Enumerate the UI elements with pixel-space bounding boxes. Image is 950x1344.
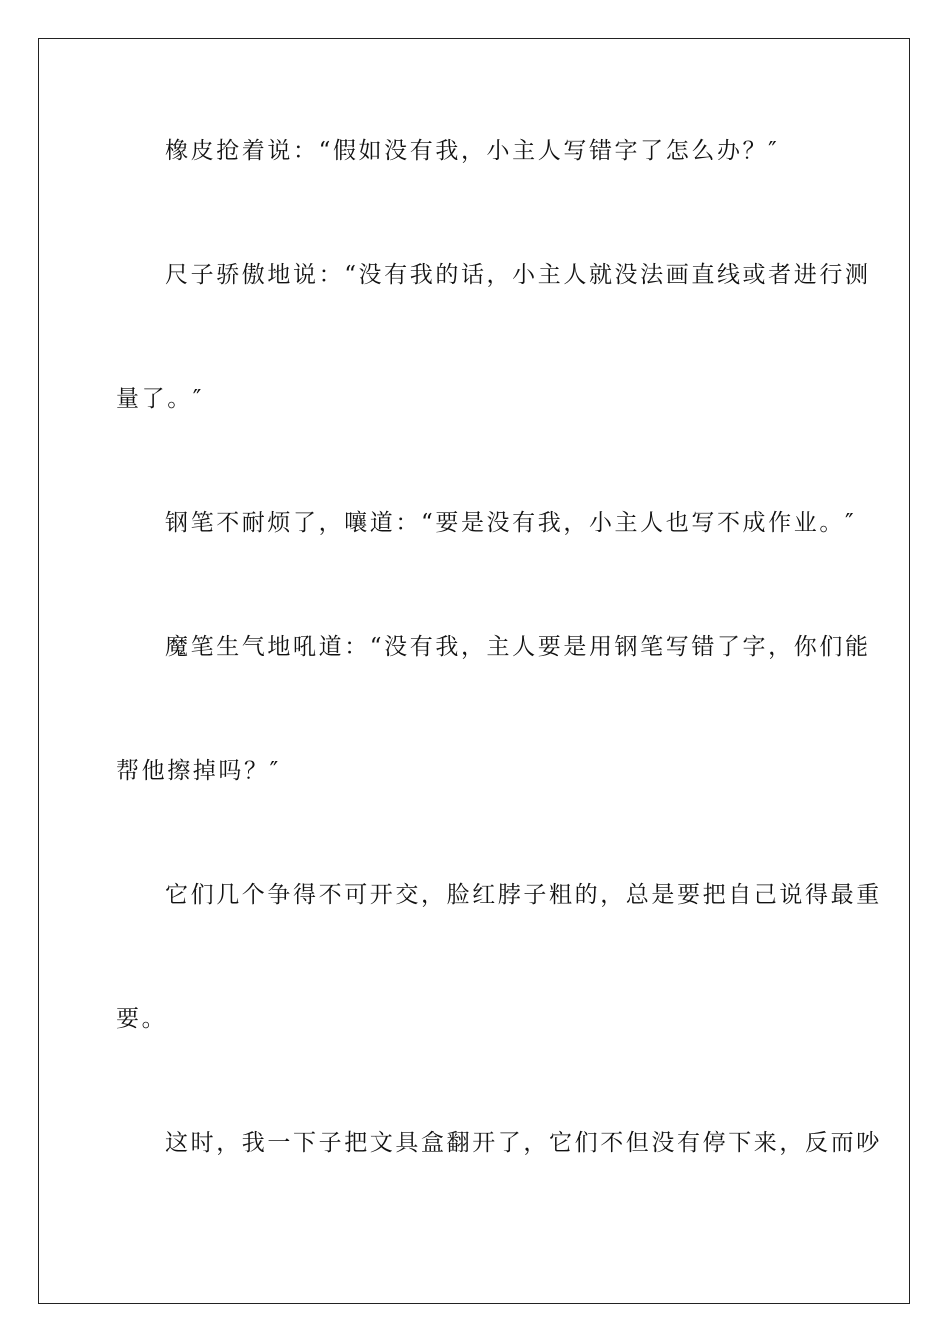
- paragraph-eraser: 橡皮抢着说：“假如没有我，小主人写错字了怎么办？″: [165, 138, 780, 164]
- paragraph-ruler-cont: 量了。″: [116, 386, 204, 412]
- paragraph-pencil-box: 这时，我一下子把文具盒翻开了，它们不但没有停下来，反而吵: [165, 1130, 882, 1156]
- paragraph-magic-pen-cont: 帮他擦掉吗？″: [116, 758, 281, 784]
- page-border: [38, 38, 910, 1304]
- paragraph-argument-cont: 要。: [116, 1006, 168, 1032]
- paragraph-pen: 钢笔不耐烦了，嚷道：“要是没有我，小主人也写不成作业。″: [165, 510, 857, 536]
- paragraph-magic-pen: 魔笔生气地吼道：“没有我，主人要是用钢笔写错了字，你们能: [165, 634, 871, 660]
- paragraph-argument: 它们几个争得不可开交，脸红脖子粗的，总是要把自己说得最重: [165, 882, 882, 908]
- paragraph-ruler: 尺子骄傲地说：“没有我的话，小主人就没法画直线或者进行测: [165, 262, 871, 288]
